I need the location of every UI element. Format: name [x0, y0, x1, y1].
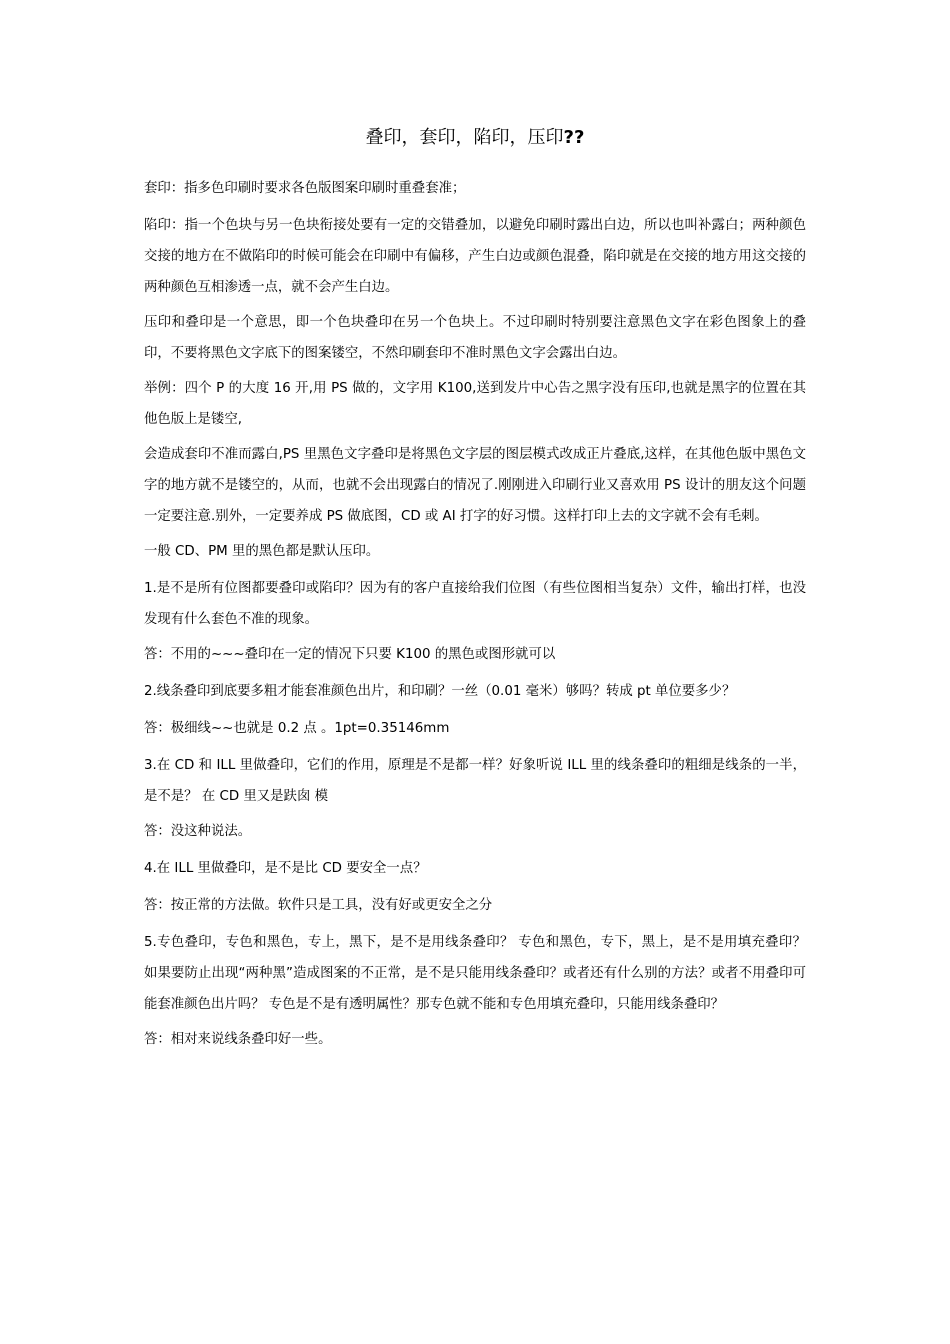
paragraph-xianyin-definition: 陷印：指一个色块与另一色块衔接处要有一定的交错叠加，以避免印刷时露出白边，所以也叫补露白；两种颜色交接的地方在不做陷印的时候可能会在印刷中有偏移，产生白边或颜色混叠，陷印就是在交接的地方用这交接的两种颜色互相渗透一点，就不会产生白边。 — [144, 218, 806, 295]
answer-1: 答：不用的~~~叠印在一定的情况下只要 K100 的黑色或图形就可以 — [144, 647, 556, 662]
answer-4: 答：按正常的方法做。软件只是工具，没有好或更安全之分 — [144, 898, 493, 913]
paragraph-yayin-definition: 压印和叠印是一个意思，即一个色块叠印在另一个色块上。不过印刷时特别要注意黑色文字在彩色图象上的叠印，不要将黑色文字底下的图案镂空，不然印刷套印不准时黑色文字会露出白边。 — [144, 315, 806, 361]
question-2: 2.线条叠印到底要多粗才能套准颜色出片，和印刷？一丝（0.01 毫米）够吗？转成 pt 单位要多少？ — [144, 684, 736, 699]
paragraph-ps-overprint: 会造成套印不准而露白,PS 里黑色文字叠印是将黑色文字层的图层模式改成正片叠底,这样，在其他色版中黑色文字的地方就不是镂空的，从而，也就不会出现露白的情况了.刚刚进入印刷行业又喜欢用 PS 设计的朋友这个问题一定要注意.别外，一定要养成 PS 做底图，CD 或 AI 打字的好习惯。这样打印上去的文字就不会有毛刺。 — [144, 447, 806, 524]
paragraph-taoyin-definition: 套印：指多色印刷时要求各色版图案印刷时重叠套准； — [144, 181, 466, 196]
document-title-marks: ?? — [563, 127, 585, 148]
question-5: 5.专色叠印，专色和黑色，专上，黑下，是不是用线条叠印？ 专色和黑色，专下，黑上，是不是用填充叠印？ 如果要防止出现“两种黑”造成图案的不正常，是不是只能用线条叠印？或者还有什么别的方法？或者不用叠印可能套准颜色出片吗？ 专色是不是有透明属性？那专色就不能和专色用填充叠印，只能用线条叠印？ — [144, 935, 806, 1012]
question-3: 3.在 CD 和 ILL 里做叠印，它们的作用，原理是不是都一样？好象听说 ILL 里的线条叠印的粗细是线条的一半，是不是？ 在 CD 里又是趺囱 模 — [144, 758, 806, 804]
document-title-text: 叠印，套印，陷印，压印 — [365, 127, 564, 148]
document-body — [144, 173, 806, 1061]
paragraph-example: 举例：四个 P 的大度 16 开,用 PS 做的，文字用 K100,送到发片中心告之黑字没有压印,也就是黑字的位置在其他色版上是镂空, — [144, 381, 806, 427]
question-1: 1.是不是所有位图都要叠印或陷印？因为有的客户直接给我们位图（有些位图相当复杂）文件，输出打样，也没发现有什么套色不准的现象。 — [144, 581, 806, 627]
document-title — [0, 126, 950, 150]
answer-2: 答：极细线~~也就是 0.2 点 。1pt=0.35146mm — [144, 721, 450, 736]
answer-3: 答：没这种说法。 — [144, 824, 252, 839]
paragraph-cd-pm-default: 一般 CD、PM 里的黑色都是默认压印。 — [144, 544, 380, 559]
answer-5: 答：相对来说线条叠印好一些。 — [144, 1032, 332, 1047]
question-4: 4.在 ILL 里做叠印，是不是比 CD 要安全一点？ — [144, 861, 427, 876]
